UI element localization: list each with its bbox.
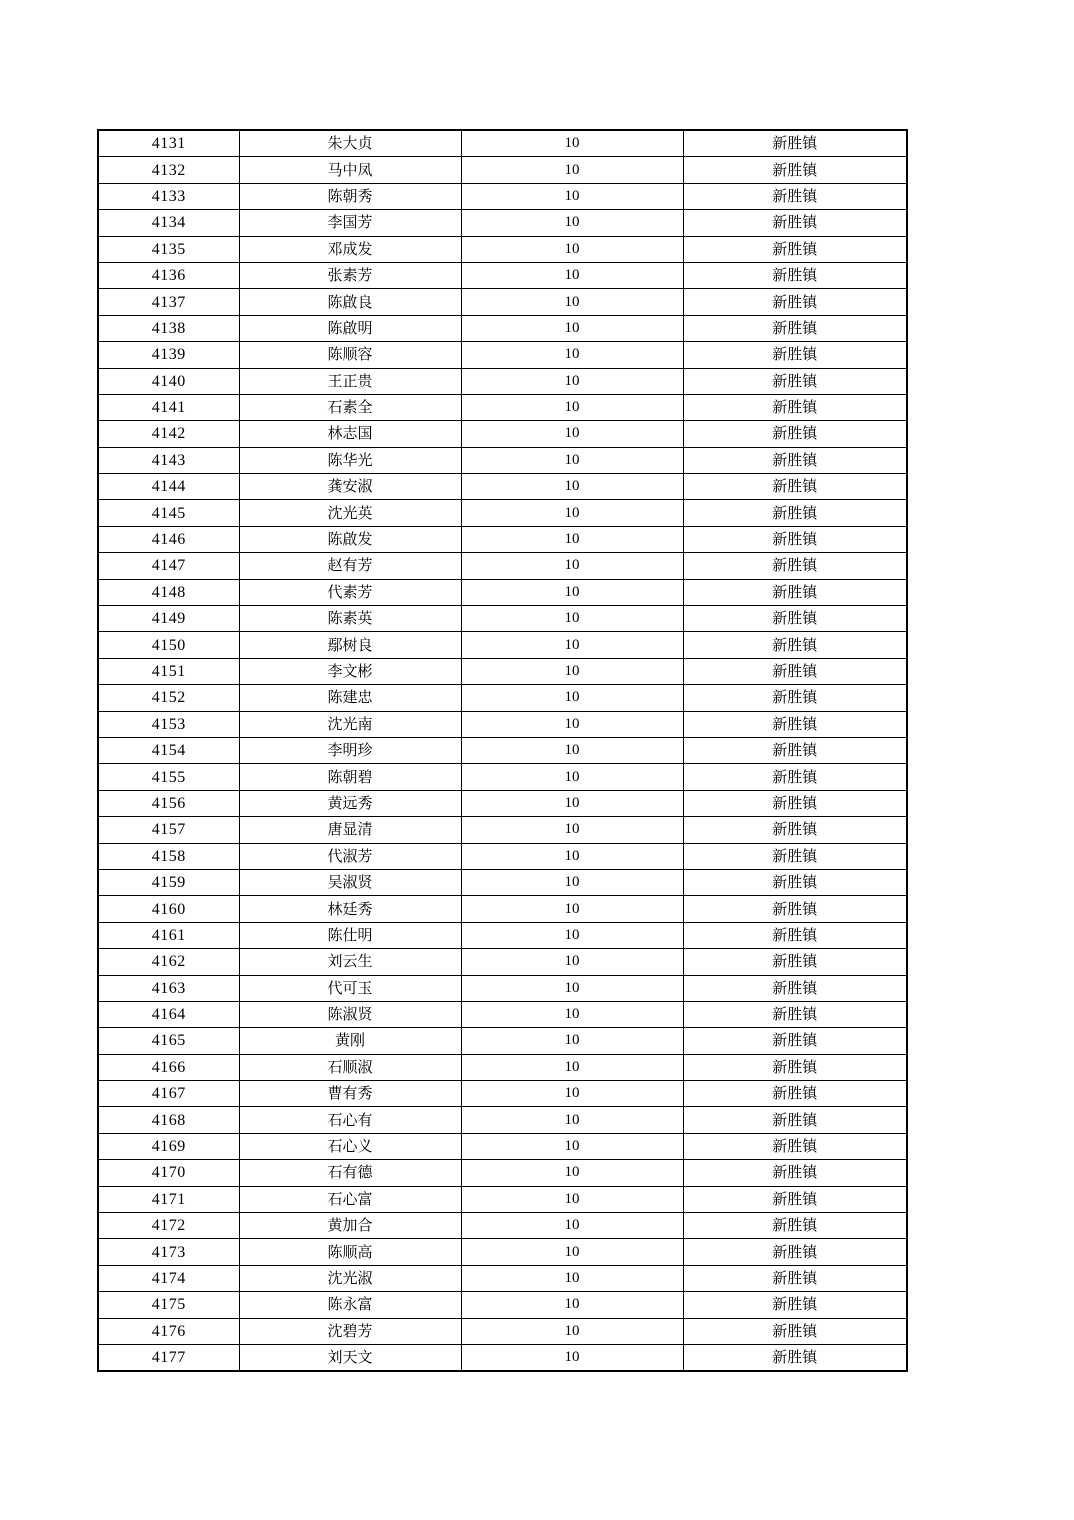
town-cell: 新胜镇 [683, 1107, 907, 1133]
table-row [98, 394, 907, 420]
town-cell: 新胜镇 [683, 658, 907, 684]
name-cell: 陈华光 [239, 447, 461, 473]
row-number-cell: 4164 [98, 1001, 239, 1027]
amount-cell: 10 [461, 606, 683, 632]
town-cell: 新胜镇 [683, 1081, 907, 1107]
table-row [98, 289, 907, 315]
name-cell: 刘天文 [239, 1344, 461, 1371]
table-row [98, 606, 907, 632]
table-row [98, 1133, 907, 1159]
table-row [98, 315, 907, 341]
amount-cell: 10 [461, 843, 683, 869]
name-cell: 李明珍 [239, 737, 461, 763]
table-row [98, 632, 907, 658]
row-number-cell: 4139 [98, 342, 239, 368]
table-row [98, 1054, 907, 1080]
table-row [98, 1318, 907, 1344]
row-number-cell: 4157 [98, 817, 239, 843]
table-row [98, 1081, 907, 1107]
name-cell: 刘云生 [239, 949, 461, 975]
amount-cell: 10 [461, 1054, 683, 1080]
name-cell: 代可玉 [239, 975, 461, 1001]
table-row [98, 474, 907, 500]
row-number-cell: 4174 [98, 1265, 239, 1291]
amount-cell: 10 [461, 183, 683, 209]
name-cell: 代素芳 [239, 579, 461, 605]
name-cell: 石心富 [239, 1186, 461, 1212]
town-cell: 新胜镇 [683, 183, 907, 209]
amount-cell: 10 [461, 500, 683, 526]
table-row [98, 1186, 907, 1212]
name-cell: 石有德 [239, 1160, 461, 1186]
name-cell: 曹有秀 [239, 1081, 461, 1107]
row-number-cell: 4162 [98, 949, 239, 975]
table-body [98, 130, 907, 1371]
amount-cell: 10 [461, 1160, 683, 1186]
row-number-cell: 4144 [98, 474, 239, 500]
town-cell: 新胜镇 [683, 500, 907, 526]
table-row [98, 157, 907, 183]
row-number-cell: 4142 [98, 421, 239, 447]
amount-cell: 10 [461, 553, 683, 579]
town-cell: 新胜镇 [683, 394, 907, 420]
amount-cell: 10 [461, 315, 683, 341]
amount-cell: 10 [461, 394, 683, 420]
table-row [98, 737, 907, 763]
amount-cell: 10 [461, 817, 683, 843]
amount-cell: 10 [461, 526, 683, 552]
name-cell: 石心有 [239, 1107, 461, 1133]
town-cell: 新胜镇 [683, 685, 907, 711]
row-number-cell: 4155 [98, 764, 239, 790]
row-number-cell: 4169 [98, 1133, 239, 1159]
row-number-cell: 4163 [98, 975, 239, 1001]
amount-cell: 10 [461, 210, 683, 236]
amount-cell: 10 [461, 869, 683, 895]
table-row [98, 526, 907, 552]
amount-cell: 10 [461, 1239, 683, 1265]
town-cell: 新胜镇 [683, 896, 907, 922]
name-cell: 代淑芳 [239, 843, 461, 869]
town-cell: 新胜镇 [683, 1318, 907, 1344]
table-row [98, 1344, 907, 1371]
row-number-cell: 4140 [98, 368, 239, 394]
table-row [98, 843, 907, 869]
town-cell: 新胜镇 [683, 1239, 907, 1265]
amount-cell: 10 [461, 289, 683, 315]
name-cell: 张素芳 [239, 262, 461, 288]
town-cell: 新胜镇 [683, 1028, 907, 1054]
name-cell: 陈淑贤 [239, 1001, 461, 1027]
name-cell: 赵有芳 [239, 553, 461, 579]
row-number-cell: 4135 [98, 236, 239, 262]
amount-cell: 10 [461, 1292, 683, 1318]
amount-cell: 10 [461, 1318, 683, 1344]
table-row [98, 869, 907, 895]
name-cell: 石素全 [239, 394, 461, 420]
amount-cell: 10 [461, 1344, 683, 1371]
row-number-cell: 4160 [98, 896, 239, 922]
name-cell: 龚安淑 [239, 474, 461, 500]
table-row [98, 685, 907, 711]
name-cell: 唐显清 [239, 817, 461, 843]
row-number-cell: 4152 [98, 685, 239, 711]
amount-cell: 10 [461, 764, 683, 790]
amount-cell: 10 [461, 342, 683, 368]
row-number-cell: 4153 [98, 711, 239, 737]
row-number-cell: 4177 [98, 1344, 239, 1371]
table-row [98, 1028, 907, 1054]
town-cell: 新胜镇 [683, 447, 907, 473]
row-number-cell: 4138 [98, 315, 239, 341]
row-number-cell: 4171 [98, 1186, 239, 1212]
table-row [98, 1239, 907, 1265]
table-row [98, 183, 907, 209]
amount-cell: 10 [461, 658, 683, 684]
amount-cell: 10 [461, 1186, 683, 1212]
town-cell: 新胜镇 [683, 606, 907, 632]
table-row [98, 447, 907, 473]
name-cell: 陈朝碧 [239, 764, 461, 790]
amount-cell: 10 [461, 896, 683, 922]
table-row [98, 764, 907, 790]
town-cell: 新胜镇 [683, 711, 907, 737]
town-cell: 新胜镇 [683, 130, 907, 157]
name-cell: 陈永富 [239, 1292, 461, 1318]
name-cell: 沈光南 [239, 711, 461, 737]
name-cell: 陈仕明 [239, 922, 461, 948]
name-cell: 沈碧芳 [239, 1318, 461, 1344]
row-number-cell: 4137 [98, 289, 239, 315]
town-cell: 新胜镇 [683, 157, 907, 183]
row-number-cell: 4148 [98, 579, 239, 605]
town-cell: 新胜镇 [683, 790, 907, 816]
table-row [98, 1292, 907, 1318]
town-cell: 新胜镇 [683, 262, 907, 288]
table-row [98, 896, 907, 922]
row-number-cell: 4132 [98, 157, 239, 183]
table-row [98, 975, 907, 1001]
amount-cell: 10 [461, 685, 683, 711]
row-number-cell: 4175 [98, 1292, 239, 1318]
table-row [98, 711, 907, 737]
name-cell: 李文彬 [239, 658, 461, 684]
table-row [98, 1213, 907, 1239]
amount-cell: 10 [461, 157, 683, 183]
amount-cell: 10 [461, 130, 683, 157]
town-cell: 新胜镇 [683, 579, 907, 605]
town-cell: 新胜镇 [683, 315, 907, 341]
name-cell: 陈朝秀 [239, 183, 461, 209]
amount-cell: 10 [461, 236, 683, 262]
amount-cell: 10 [461, 975, 683, 1001]
town-cell: 新胜镇 [683, 1292, 907, 1318]
name-cell: 王正贵 [239, 368, 461, 394]
table-row [98, 553, 907, 579]
name-cell: 陈建忠 [239, 685, 461, 711]
amount-cell: 10 [461, 1028, 683, 1054]
town-cell: 新胜镇 [683, 526, 907, 552]
row-number-cell: 4170 [98, 1160, 239, 1186]
amount-cell: 10 [461, 474, 683, 500]
amount-cell: 10 [461, 1133, 683, 1159]
amount-cell: 10 [461, 949, 683, 975]
town-cell: 新胜镇 [683, 949, 907, 975]
amount-cell: 10 [461, 368, 683, 394]
row-number-cell: 4161 [98, 922, 239, 948]
table-row [98, 949, 907, 975]
table-row [98, 236, 907, 262]
town-cell: 新胜镇 [683, 474, 907, 500]
town-cell: 新胜镇 [683, 737, 907, 763]
amount-cell: 10 [461, 579, 683, 605]
row-number-cell: 4143 [98, 447, 239, 473]
table-row [98, 1265, 907, 1291]
table-row [98, 1160, 907, 1186]
town-cell: 新胜镇 [683, 1265, 907, 1291]
name-cell: 陈啟良 [239, 289, 461, 315]
name-cell: 沈光淑 [239, 1265, 461, 1291]
table-row [98, 817, 907, 843]
town-cell: 新胜镇 [683, 553, 907, 579]
town-cell: 新胜镇 [683, 1213, 907, 1239]
table-row [98, 262, 907, 288]
row-number-cell: 4159 [98, 869, 239, 895]
row-number-cell: 4149 [98, 606, 239, 632]
table-row [98, 1001, 907, 1027]
amount-cell: 10 [461, 737, 683, 763]
row-number-cell: 4165 [98, 1028, 239, 1054]
name-cell: 黄刚 [239, 1028, 461, 1054]
data-table [97, 129, 908, 1372]
table-row [98, 130, 907, 157]
town-cell: 新胜镇 [683, 289, 907, 315]
amount-cell: 10 [461, 1001, 683, 1027]
town-cell: 新胜镇 [683, 975, 907, 1001]
name-cell: 陈啟发 [239, 526, 461, 552]
table-row [98, 342, 907, 368]
town-cell: 新胜镇 [683, 922, 907, 948]
row-number-cell: 4154 [98, 737, 239, 763]
name-cell: 石顺淑 [239, 1054, 461, 1080]
row-number-cell: 4166 [98, 1054, 239, 1080]
town-cell: 新胜镇 [683, 236, 907, 262]
row-number-cell: 4141 [98, 394, 239, 420]
row-number-cell: 4145 [98, 500, 239, 526]
table-row [98, 421, 907, 447]
name-cell: 石心义 [239, 1133, 461, 1159]
name-cell: 邓成发 [239, 236, 461, 262]
name-cell: 林志国 [239, 421, 461, 447]
table-row [98, 210, 907, 236]
row-number-cell: 4150 [98, 632, 239, 658]
row-number-cell: 4151 [98, 658, 239, 684]
amount-cell: 10 [461, 922, 683, 948]
table-row [98, 1107, 907, 1133]
town-cell: 新胜镇 [683, 764, 907, 790]
town-cell: 新胜镇 [683, 1001, 907, 1027]
name-cell: 黄远秀 [239, 790, 461, 816]
table-row [98, 658, 907, 684]
amount-cell: 10 [461, 447, 683, 473]
name-cell: 陈顺容 [239, 342, 461, 368]
name-cell: 李国芳 [239, 210, 461, 236]
row-number-cell: 4156 [98, 790, 239, 816]
amount-cell: 10 [461, 711, 683, 737]
amount-cell: 10 [461, 1081, 683, 1107]
town-cell: 新胜镇 [683, 368, 907, 394]
town-cell: 新胜镇 [683, 1344, 907, 1371]
name-cell: 沈光英 [239, 500, 461, 526]
amount-cell: 10 [461, 632, 683, 658]
name-cell: 朱大贞 [239, 130, 461, 157]
row-number-cell: 4134 [98, 210, 239, 236]
town-cell: 新胜镇 [683, 843, 907, 869]
row-number-cell: 4147 [98, 553, 239, 579]
row-number-cell: 4158 [98, 843, 239, 869]
name-cell: 黄加合 [239, 1213, 461, 1239]
town-cell: 新胜镇 [683, 421, 907, 447]
row-number-cell: 4168 [98, 1107, 239, 1133]
town-cell: 新胜镇 [683, 342, 907, 368]
town-cell: 新胜镇 [683, 1054, 907, 1080]
name-cell: 林廷秀 [239, 896, 461, 922]
town-cell: 新胜镇 [683, 1186, 907, 1212]
amount-cell: 10 [461, 790, 683, 816]
town-cell: 新胜镇 [683, 632, 907, 658]
name-cell: 陈啟明 [239, 315, 461, 341]
name-cell: 陈顺高 [239, 1239, 461, 1265]
amount-cell: 10 [461, 262, 683, 288]
row-number-cell: 4133 [98, 183, 239, 209]
town-cell: 新胜镇 [683, 1160, 907, 1186]
table-row [98, 790, 907, 816]
row-number-cell: 4146 [98, 526, 239, 552]
name-cell: 吴淑贤 [239, 869, 461, 895]
row-number-cell: 4167 [98, 1081, 239, 1107]
name-cell: 鄢树良 [239, 632, 461, 658]
table-row [98, 500, 907, 526]
name-cell: 陈素英 [239, 606, 461, 632]
row-number-cell: 4136 [98, 262, 239, 288]
town-cell: 新胜镇 [683, 869, 907, 895]
amount-cell: 10 [461, 421, 683, 447]
table-row [98, 368, 907, 394]
amount-cell: 10 [461, 1213, 683, 1239]
row-number-cell: 4173 [98, 1239, 239, 1265]
town-cell: 新胜镇 [683, 1133, 907, 1159]
name-cell: 马中凤 [239, 157, 461, 183]
row-number-cell: 4176 [98, 1318, 239, 1344]
row-number-cell: 4131 [98, 130, 239, 157]
town-cell: 新胜镇 [683, 210, 907, 236]
table-row [98, 922, 907, 948]
amount-cell: 10 [461, 1265, 683, 1291]
town-cell: 新胜镇 [683, 817, 907, 843]
row-number-cell: 4172 [98, 1213, 239, 1239]
amount-cell: 10 [461, 1107, 683, 1133]
table-row [98, 579, 907, 605]
